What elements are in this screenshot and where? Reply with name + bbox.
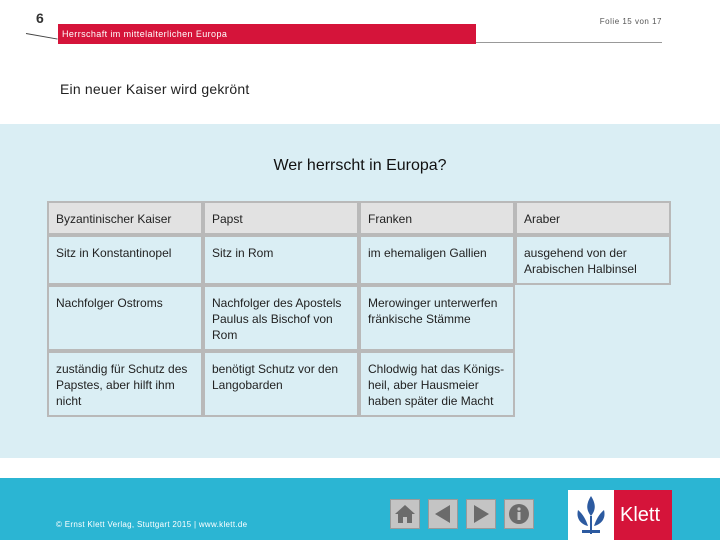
table-cell-empty	[515, 351, 671, 417]
klett-wordmark	[614, 490, 672, 540]
rulers-table	[47, 201, 671, 417]
table-header-cell: Araber	[515, 201, 671, 235]
previous-icon	[432, 503, 454, 525]
table-cell: Nachfolger Ostroms	[47, 285, 203, 351]
info-button[interactable]	[504, 499, 534, 529]
home-icon	[393, 503, 417, 525]
table-header-cell: Papst	[203, 201, 359, 235]
table-cell: Chlodwig hat das Königs-heil, aber Hausmeier haben später die Macht	[359, 351, 515, 417]
content-title: Wer herrscht in Europa?	[273, 157, 447, 174]
table-row	[47, 235, 671, 285]
header-rule	[476, 42, 662, 43]
home-button[interactable]	[390, 499, 420, 529]
topic-label: Herrschaft im mittelalterlichen Europa	[62, 29, 228, 39]
table-header-cell: Byzantinischer Kaiser	[47, 201, 203, 235]
table-cell: Sitz in Konstantinopel	[47, 235, 203, 285]
header-decor-line	[26, 33, 58, 40]
table-cell: Nachfolger des Apostels Paulus als Bischof von Rom	[203, 285, 359, 351]
topic-band	[58, 24, 476, 44]
next-button[interactable]	[466, 499, 496, 529]
table-cell: zuständig für Schutz des Papstes, aber hilft ihm nicht	[47, 351, 203, 417]
klett-emblem-icon	[568, 490, 614, 540]
table-cell: ausgehend von der Arabischen Halbinsel	[515, 235, 671, 285]
previous-button[interactable]	[428, 499, 458, 529]
table-header-cell: Franken	[359, 201, 515, 235]
logo-text: Klett	[620, 504, 661, 526]
next-icon	[470, 503, 492, 525]
table-cell: Sitz in Rom	[203, 235, 359, 285]
info-icon	[508, 503, 530, 525]
table-cell-empty	[515, 285, 671, 351]
table-cell: benötigt Schutz vor den Langobarden	[203, 351, 359, 417]
table-header-row	[47, 201, 671, 235]
table-row	[47, 351, 671, 417]
slide-subtitle: Ein neuer Kaiser wird gekrönt	[60, 81, 250, 97]
chapter-number: 6	[36, 10, 44, 26]
table-row	[47, 285, 671, 351]
slide-counter: Folie 15 von 17	[599, 17, 662, 26]
table-cell: Merowinger unterwerfen fränkische Stämme	[359, 285, 515, 351]
copyright-text: © Ernst Klett Verlag, Stuttgart 2015 | www.klett.de	[56, 520, 248, 529]
table-cell: im ehemaligen Gallien	[359, 235, 515, 285]
